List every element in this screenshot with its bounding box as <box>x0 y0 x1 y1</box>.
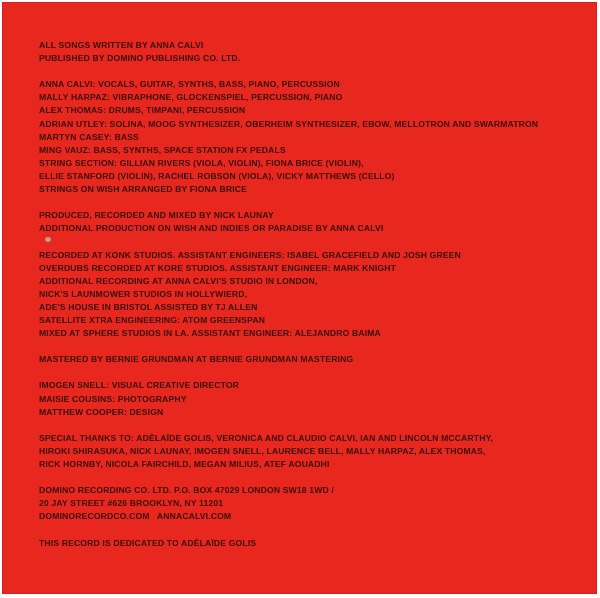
credit-line: ADRIAN UTLEY: SOLINA, MOOG SYNTHESIZER, OBERHEIM SYNTHESIZER, EBOW, MELLOTRON AND SWARMATRON <box>39 118 539 129</box>
credit-line: ALEX THOMAS: DRUMS, TIMPANI, PERCUSSION <box>39 105 246 116</box>
special-thanks <box>39 432 584 471</box>
credit-line: ANNA CALVI: VOCALS, GUITAR, SYNTHS, BASS, PIANO, PERCUSSION <box>39 79 340 90</box>
dedication-line: THIS RECORD IS DEDICATED TO ADÈLAÏDE GOLIS <box>39 537 257 548</box>
dedication <box>39 537 584 550</box>
website-links: DOMINORECORDCO.COM ANNACALVI.COM <box>39 511 232 522</box>
credit-line: STRINGS ON WISH ARRANGED BY FIONA BRICE <box>39 184 247 195</box>
credit-line: PRODUCED, RECORDED AND MIXED BY NICK LAUNAY <box>39 210 274 221</box>
credit-line: PUBLISHED BY DOMINO PUBLISHING CO. LTD. <box>39 53 241 64</box>
personnel-credits <box>39 78 584 196</box>
liner-notes-text <box>39 39 584 563</box>
credit-line: 20 JAY STREET #626 BROOKLYN, NY 11201 <box>39 498 224 509</box>
credit-line: NICK'S LAUNMOWER STUDIOS IN HOLLYWIERD, <box>39 288 248 299</box>
credit-line: MALLY HARPAZ: VIBRAPHONE, GLOCKENSPIEL, PERCUSSION, PIANO <box>39 92 343 103</box>
credit-line: ADE'S HOUSE IN BRISTOL ASSISTED BY TJ ALLEN <box>39 301 258 312</box>
credit-line: SATELLITE XTRA ENGINEERING: ATOM GREENSPAN <box>39 314 266 325</box>
credit-line: ELLIE STANFORD (VIOLIN), RACHEL ROBSON (VIOLA), VICKY MATTHEWS (CELLO) <box>39 170 395 181</box>
credit-line: DOMINO RECORDING CO. LTD. P.O. BOX 47029 LONDON SW18 1WD / <box>39 485 334 496</box>
credit-line: ALL SONGS WRITTEN BY ANNA CALVI <box>39 40 204 50</box>
mastering-credits <box>39 353 584 366</box>
label-address <box>39 484 584 523</box>
liner-notes-sheet <box>2 2 597 594</box>
credit-line: IMOGEN SNELL: VISUAL CREATIVE DIRECTOR <box>39 380 240 391</box>
credit-line: OVERDUBS RECORDED AT KORE STUDIOS. ASSISTANT ENGINEER: MARK KNIGHT <box>39 262 397 273</box>
recording-credits <box>39 249 584 341</box>
credit-line: HIROKI SHIRASUKA, NICK LAUNAY, IMOGEN SNELL, LAURENCE BELL, MALLY HARPAZ, ALEX THOMAS, <box>39 445 486 456</box>
credit-line: MIXED AT SPHERE STUDIOS IN LA. ASSISTANT ENGINEER: ALEJANDRO BAIMA <box>39 328 381 339</box>
credit-line: SPECIAL THANKS TO: ADÈLAÏDE GOLIS, VERONICA AND CLAUDIO CALVI, IAN AND LINCOLN MCCARTHY, <box>39 432 494 443</box>
credit-line: MING VAUZ: BASS, SYNTHS, SPACE STATION FX PEDALS <box>39 144 286 155</box>
design-credits <box>39 379 584 418</box>
production-credits <box>39 209 584 235</box>
credit-line: MATTHEW COOPER: DESIGN <box>39 406 164 417</box>
credit-line: MARTYN CASEY: BASS <box>39 131 139 142</box>
credit-line: RECORDED AT KONK STUDIOS. ASSISTANT ENGINEERS: ISABEL GRACEFIELD AND JOSH GREEN <box>39 249 461 260</box>
credit-line: ADDITIONAL PRODUCTION ON WISH AND INDIES OR PARADISE BY ANNA CALVI <box>39 223 384 234</box>
credit-line: RICK HORNBY, NICOLA FAIRCHILD, MEGAN MILIUS, ATEF AOUADHI <box>39 459 330 469</box>
writing-credits <box>39 39 584 65</box>
credit-line: STRING SECTION: GILLIAN RIVERS (VIOLA, VIOLIN), FIONA BRICE (VIOLIN), <box>39 157 364 168</box>
credit-line: MAISIE COUSINS: PHOTOGRAPHY <box>39 393 187 404</box>
credit-line: ADDITIONAL RECORDING AT ANNA CALVI'S STUDIO IN LONDON, <box>39 275 318 286</box>
credit-line: MASTERED BY BERNIE GRUNDMAN AT BERNIE GRUNDMAN MASTERING <box>39 354 354 365</box>
